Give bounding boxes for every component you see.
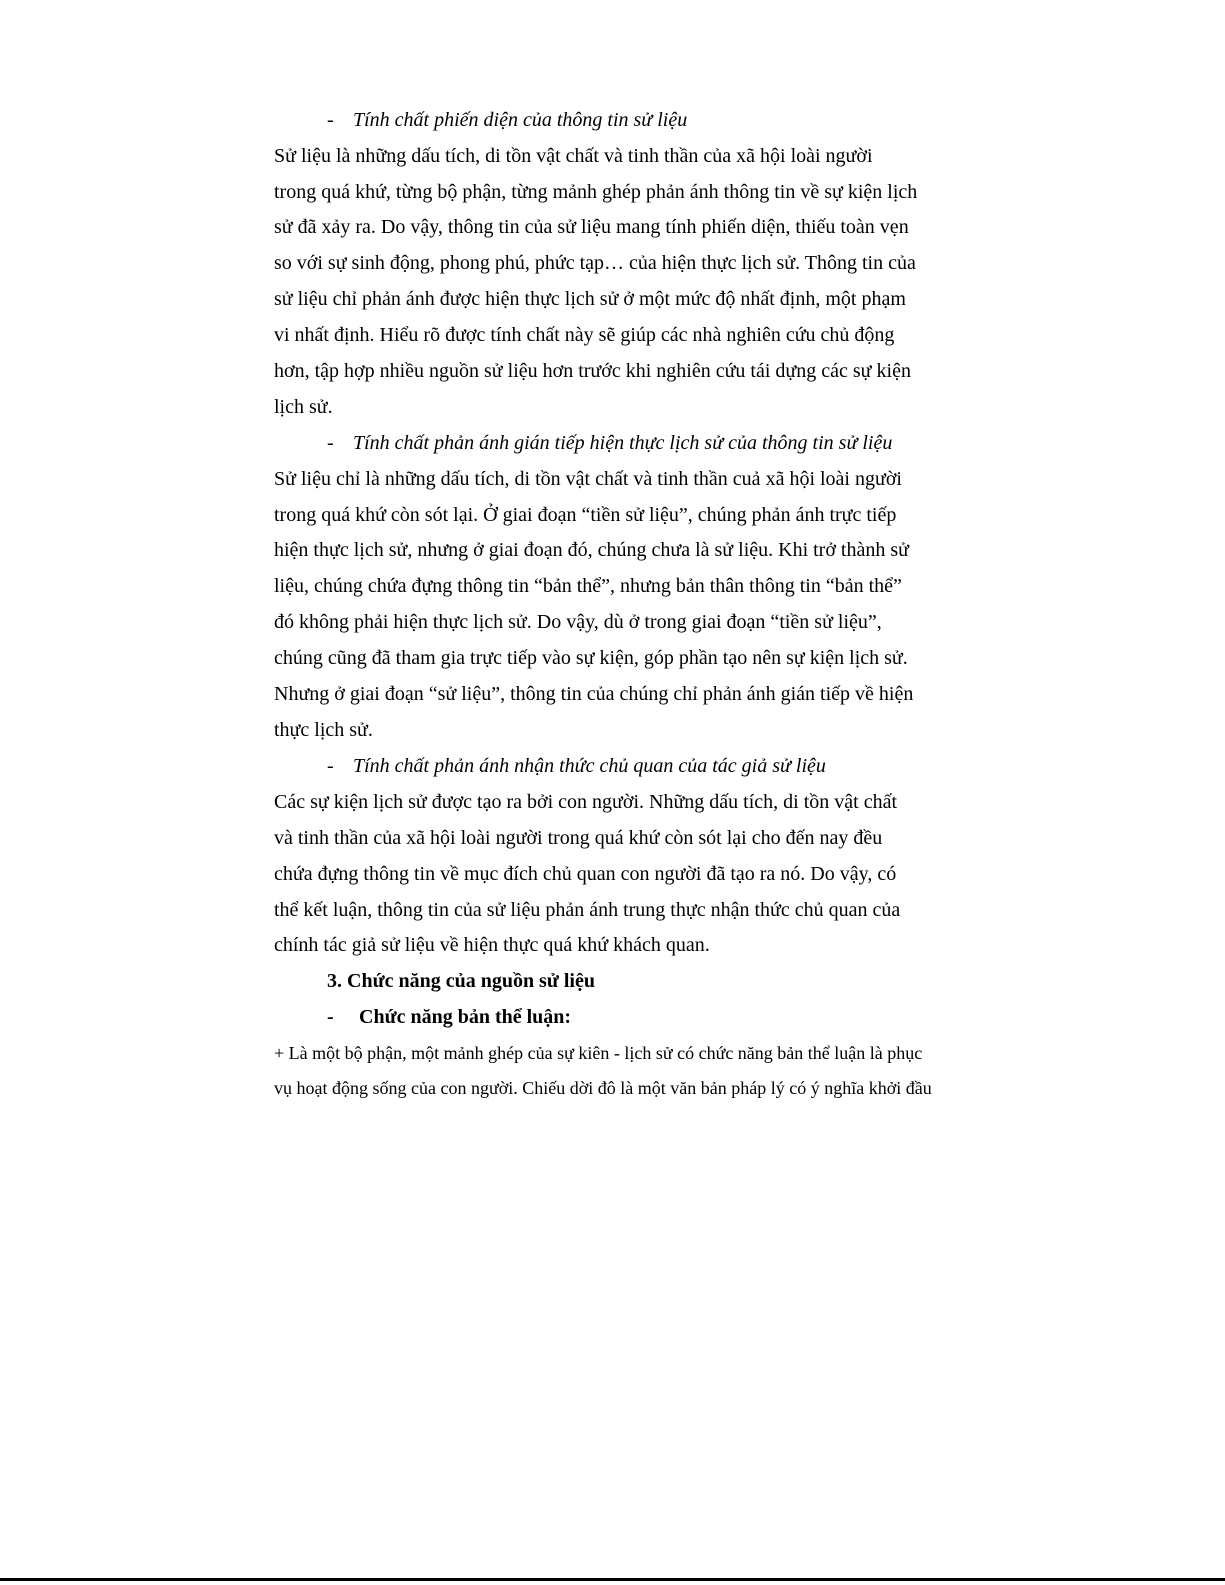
heading-dash: -	[327, 755, 334, 777]
paragraph-line: liệu, chúng chứa đựng thông tin “bản thể”, nhưng bản thân thông tin “bản thể”	[274, 575, 902, 597]
paragraph-line: đó không phải hiện thực lịch sử. Do vậy, dù ở trong giai đoạn “tiền sử liệu”,	[274, 611, 882, 633]
paragraph-line: hơn, tập hợp nhiều nguồn sử liệu hơn trước khi nghiên cứu tái dựng các sự kiện	[274, 360, 911, 382]
paragraph-line: Sử liệu là những dấu tích, di tồn vật chất và tinh thần của xã hội loài người	[274, 145, 873, 167]
paragraph-line: Sử liệu chỉ là những dấu tích, di tồn vật chất và tinh thần cuả xã hội loài người	[274, 468, 902, 490]
paragraph-line: chính tác giả sử liệu về hiện thực quá khứ khách quan.	[274, 934, 710, 956]
paragraph-line: so với sự sinh động, phong phú, phức tạp… của hiện thực lịch sử. Thông tin của	[274, 252, 916, 274]
numbered-heading: 3. Chức năng của nguồn sử liệu	[327, 970, 595, 992]
paragraph-line: Các sự kiện lịch sử được tạo ra bởi con người. Những dấu tích, di tồn vật chất	[274, 791, 898, 813]
paragraph-line: trong quá khứ còn sót lại. Ở giai đoạn “tiền sử liệu”, chúng phản ánh trực tiếp	[274, 504, 897, 526]
paragraph-line: sử liệu chỉ phản ánh được hiện thực lịch sử ở một mức độ nhất định, một phạm	[274, 288, 906, 310]
paragraph-line: vi nhất định. Hiểu rõ được tính chất này sẽ giúp các nhà nghiên cứu chủ động	[274, 324, 895, 346]
paragraph-line: hiện thực lịch sử, nhưng ở giai đoạn đó, chúng chưa là sử liệu. Khi trở thành sử	[274, 539, 909, 561]
paragraph-line: + Là một bộ phận, một mảnh ghép của sự kiên - lịch sử có chức năng bản thể luận là phục	[274, 1043, 923, 1063]
paragraph-line: Nhưng ở giai đoạn “sử liệu”, thông tin của chúng chỉ phản ánh gián tiếp về hiện	[274, 683, 914, 705]
bottom-border	[0, 1578, 1225, 1581]
paragraph-line: sử đã xảy ra. Do vậy, thông tin của sử liệu mang tính phiến diện, thiếu toàn vẹn	[274, 216, 909, 238]
section-heading: Tính chất phản ánh nhận thức chủ quan của tác giả sử liệu	[353, 755, 826, 777]
paragraph-line: thể kết luận, thông tin của sử liệu phản ánh trung thực nhận thức chủ quan của	[274, 899, 901, 921]
paragraph-line: và tinh thần của xã hội loài người trong quá khứ còn sót lại cho đến nay đều	[274, 827, 883, 849]
subheading: Chức năng bản thể luận:	[359, 1006, 572, 1028]
heading-dash: -	[327, 109, 334, 131]
heading-dash: -	[327, 432, 334, 454]
paragraph-line: trong quá khứ, từng bộ phận, từng mảnh ghép phản ánh thông tin về sự kiện lịch	[274, 181, 918, 203]
subheading-dash: -	[327, 1006, 334, 1028]
paragraph-line: thực lịch sử.	[274, 719, 373, 741]
paragraph-line: lịch sử.	[274, 396, 333, 418]
paragraph-line: chúng cũng đã tham gia trực tiếp vào sự kiện, góp phần tạo nên sự kiện lịch sử.	[274, 647, 908, 669]
paragraph-line: chứa đựng thông tin về mục đích chủ quan con người đã tạo ra nó. Do vậy, có	[274, 863, 897, 885]
section-heading: Tính chất phản ánh gián tiếp hiện thực lịch sử của thông tin sử liệu	[353, 432, 893, 454]
paragraph-line: vụ hoạt động sống của con người. Chiếu dời đô là một văn bản pháp lý có ý nghĩa khởi đầu	[274, 1078, 932, 1098]
section-heading: Tính chất phiến diện của thông tin sử liệu	[353, 109, 688, 131]
